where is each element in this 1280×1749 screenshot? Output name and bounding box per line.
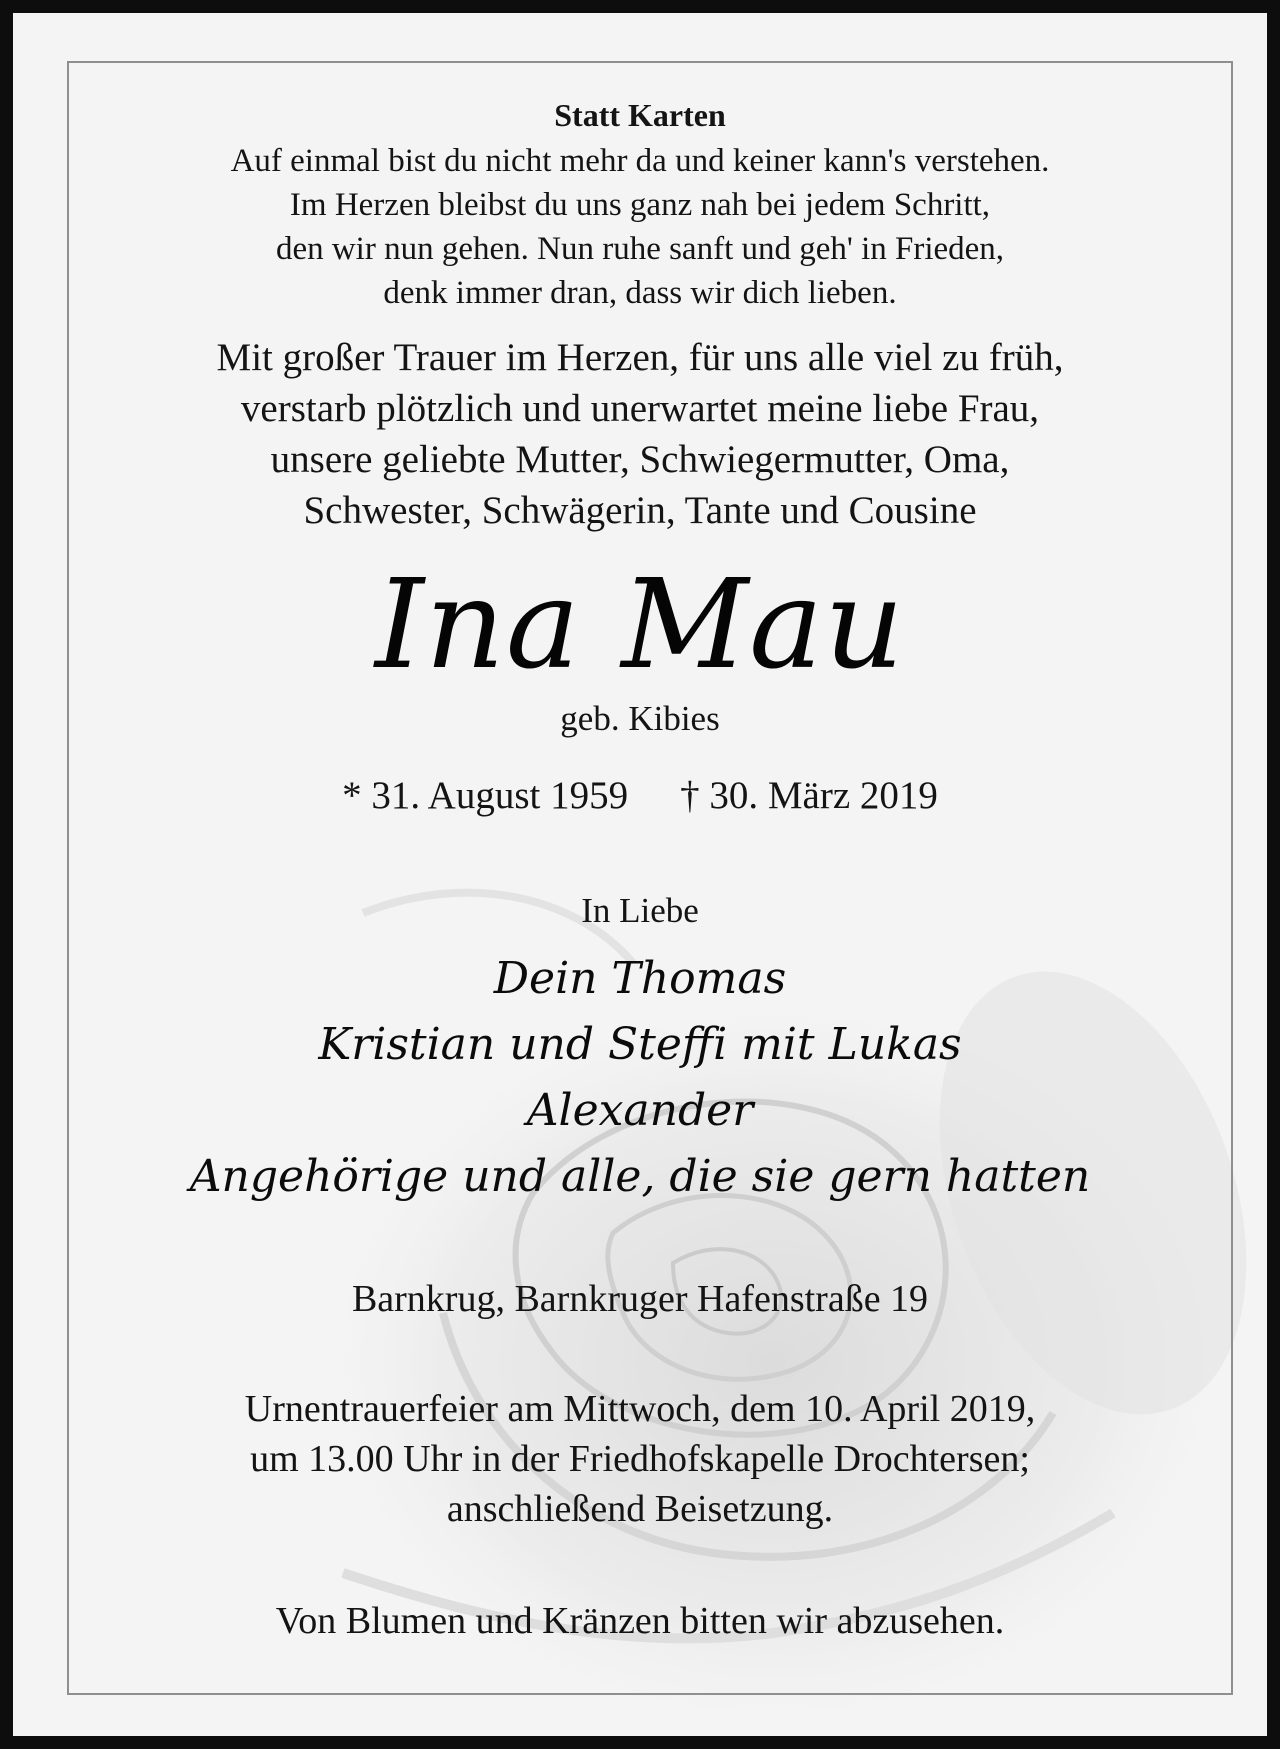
announcement-line: Schwester, Schwägerin, Tante und Cousine — [303, 489, 977, 532]
notice-content — [13, 13, 1267, 1736]
family-line: Dein Thomas — [493, 953, 787, 1004]
in-love-label: In Liebe — [581, 891, 699, 930]
ceremony-line: anschließend Beisetzung. — [446, 1488, 834, 1530]
announcement-line: Mit großer Trauer im Herzen, für uns alle viel zu früh, — [216, 336, 1064, 379]
life-dates — [13, 773, 1267, 818]
family-line: Angehörige und alle, die sie gern hatten — [189, 1151, 1091, 1202]
family-line: Kristian und Steffi mit Lukas — [318, 1019, 962, 1070]
address-line: Barnkrug, Barnkruger Hafenstraße 19 — [351, 1278, 929, 1320]
verse-line: Auf einmal bist du nicht mehr da und keiner kann's verstehen. — [230, 143, 1050, 179]
birth-name: geb. Kibies — [560, 699, 720, 738]
ceremony-line: um 13.00 Uhr in der Friedhofskapelle Drochtersen; — [250, 1438, 1030, 1480]
verse-line: denk immer dran, dass wir dich lieben. — [383, 275, 897, 311]
death-date: † 30. März 2019 — [680, 774, 938, 817]
notice-heading: Statt Karten — [554, 97, 726, 133]
birth-date: * 31. August 1959 — [342, 774, 629, 817]
announcement-line: verstarb plötzlich und unerwartet meine liebe Frau, — [240, 387, 1040, 430]
verse-line: den wir nun gehen. Nun ruhe sanft und geh' in Frieden, — [275, 231, 1005, 267]
family-line: Alexander — [526, 1085, 754, 1136]
closing-line: Von Blumen und Kränzen bitten wir abzusehen. — [275, 1600, 1005, 1642]
verse-line: Im Herzen bleibst du uns ganz nah bei jedem Schritt, — [289, 187, 991, 223]
deceased-name: Ina Mau — [375, 553, 905, 697]
ceremony-line: Urnentrauerfeier am Mittwoch, dem 10. April 2019, — [244, 1388, 1036, 1430]
announcement-line: unsere geliebte Mutter, Schwiegermutter, Oma, — [270, 438, 1010, 481]
